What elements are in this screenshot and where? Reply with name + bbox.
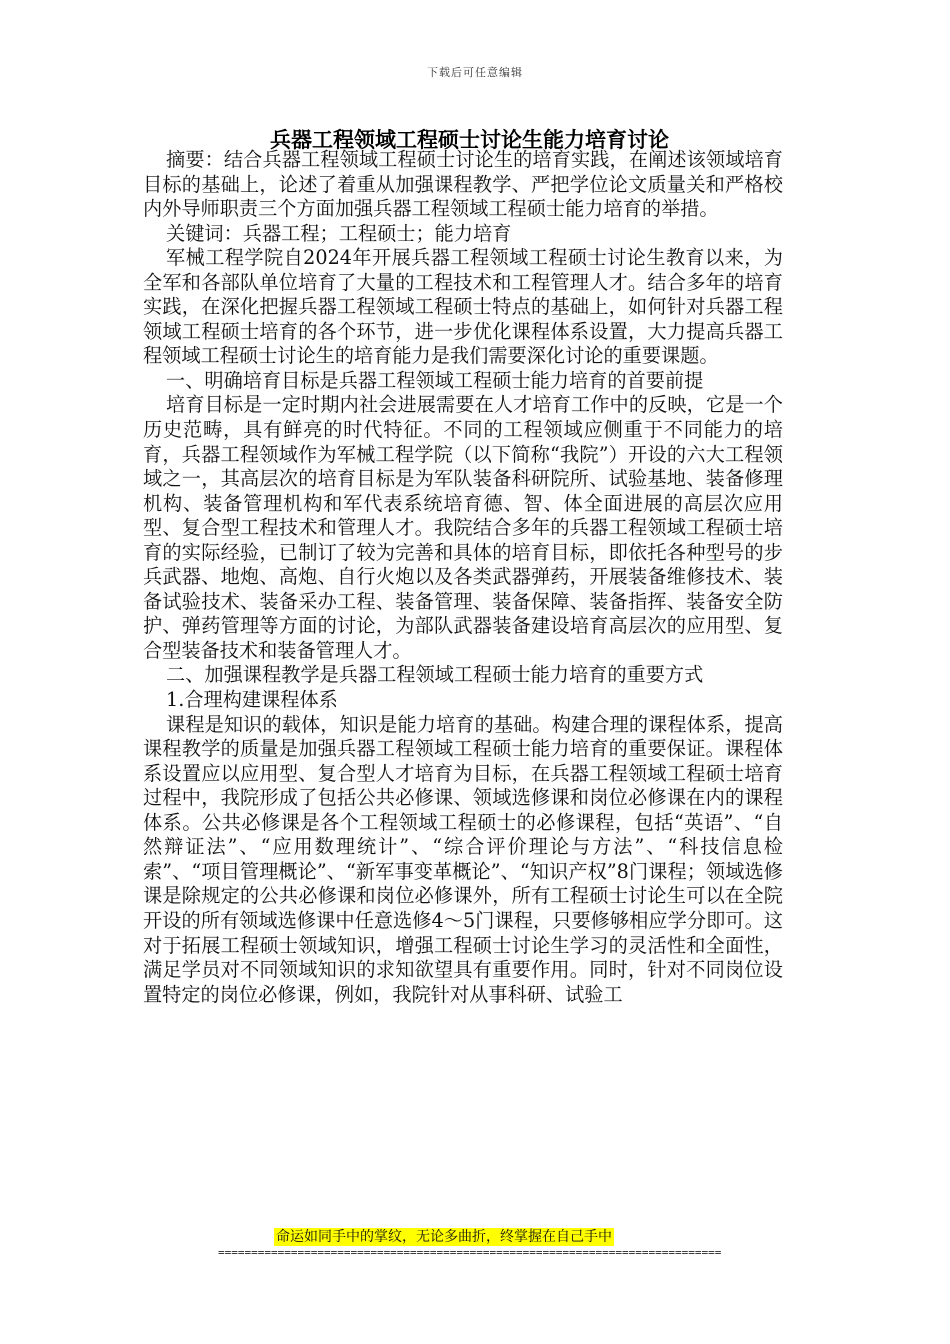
- section-heading-1: 一、明确培育目标是兵器工程领域工程硕士能力培育的首要前提: [166, 368, 704, 392]
- document-body: [143, 148, 783, 1007]
- abstract-paragraph: 摘要：结合兵器工程领域工程硕士讨论生的培育实践，在阐述该领域培育目标的基础上，论述了着重从加强课程教学、严把学位论文质量关和严格校内外导师职责三个方面加强兵器工程领域工程硕士能力培育的举措。: [143, 148, 783, 221]
- keywords-paragraph: 关键词：兵器工程；工程硕士；能力培育: [166, 221, 512, 245]
- footer-motto: 命运如同手中的掌纹，无论多曲折，终掌握在自己手中: [276, 1229, 612, 1245]
- document-title: 兵器工程领域工程硕士讨论生能力培育讨论: [270, 127, 669, 152]
- section-heading-2: 二、加强课程教学是兵器工程领域工程硕士能力培育的重要方式: [166, 663, 704, 687]
- header-note: 下载后可任意编辑: [427, 66, 523, 79]
- body-paragraph: 课程是知识的载体，知识是能力培育的基础。构建合理的课程体系，提高课程教学的质量是加强兵器工程领域工程硕士能力培育的重要保证。课程体系设置应以应用型、复合型人才培育为目标，在兵器工程领域工程硕士培育过程中，我院形成了包括公共必修课、领域选修课和岗位必修课在内的课程体系。公共必修课是各个工程领域工程硕士的必修课程，包括“英语”、“自然辩证法”、“应用数理统计”、“综合评价理论与方法”、“科技信息检索”、“项目管理概论”、“新军事变革概论”、“知识产权”8门课程；领域选修课是除规定的公共必修课和岗位必修课外，所有工程硕士讨论生可以在全院开设的所有领域选修课中任意选修4～5门课程，只要修够相应学分即可。这对于拓展工程硕士领域知识，增强工程硕士讨论生学习的灵活性和全面性，满足学员对不同领域知识的求知欲望具有重要作用。同时，针对不同岗位设置特定的岗位必修课，例如，我院针对从事科研、试验工: [143, 712, 783, 1006]
- body-paragraph: 培育目标是一定时期内社会进展需要在人才培育工作中的反映，它是一个历史范畴，具有鲜亮的时代特征。不同的工程领域应侧重于不同能力的培育，兵器工程领域作为军械工程学院（以下简称“我院”）开设的六大工程领域之一，其高层次的培育目标是为军队装备科研院所、试验基地、装备修理机构、装备管理机构和军代表系统培育德、智、体全面进展的高层次应用型、复合型工程技术和管理人才。我院结合多年的兵器工程领域工程硕士培育的实际经验，已制订了较为完善和具体的培育目标，即依托各种型号的步兵武器、地炮、高炮、自行火炮以及各类武器弹药，开展装备维修技术、装备试验技术、装备采办工程、装备管理、装备保障、装备指挥、装备安全防护、弹药管理等方面的讨论，为部队武器装备建设培育高层次的应用型、复合型装备技术和装备管理人才。: [143, 393, 783, 662]
- intro-paragraph: 军械工程学院自2024年开展兵器工程领域工程硕士讨论生教育以来，为全军和各部队单位培育了大量的工程技术和工程管理人才。结合多年的培育实践，在深化把握兵器工程领域工程硕士特点的基础上，如何针对兵器工程领域工程硕士培育的各个环节，进一步优化课程体系设置，大力提高兵器工程领域工程硕士讨论生的培育能力是我们需要深化讨论的重要课题。: [143, 246, 783, 368]
- footer-divider: ============================================================================: [218, 1246, 722, 1259]
- subsection-heading-1: 1.合理构建课程体系: [166, 688, 338, 712]
